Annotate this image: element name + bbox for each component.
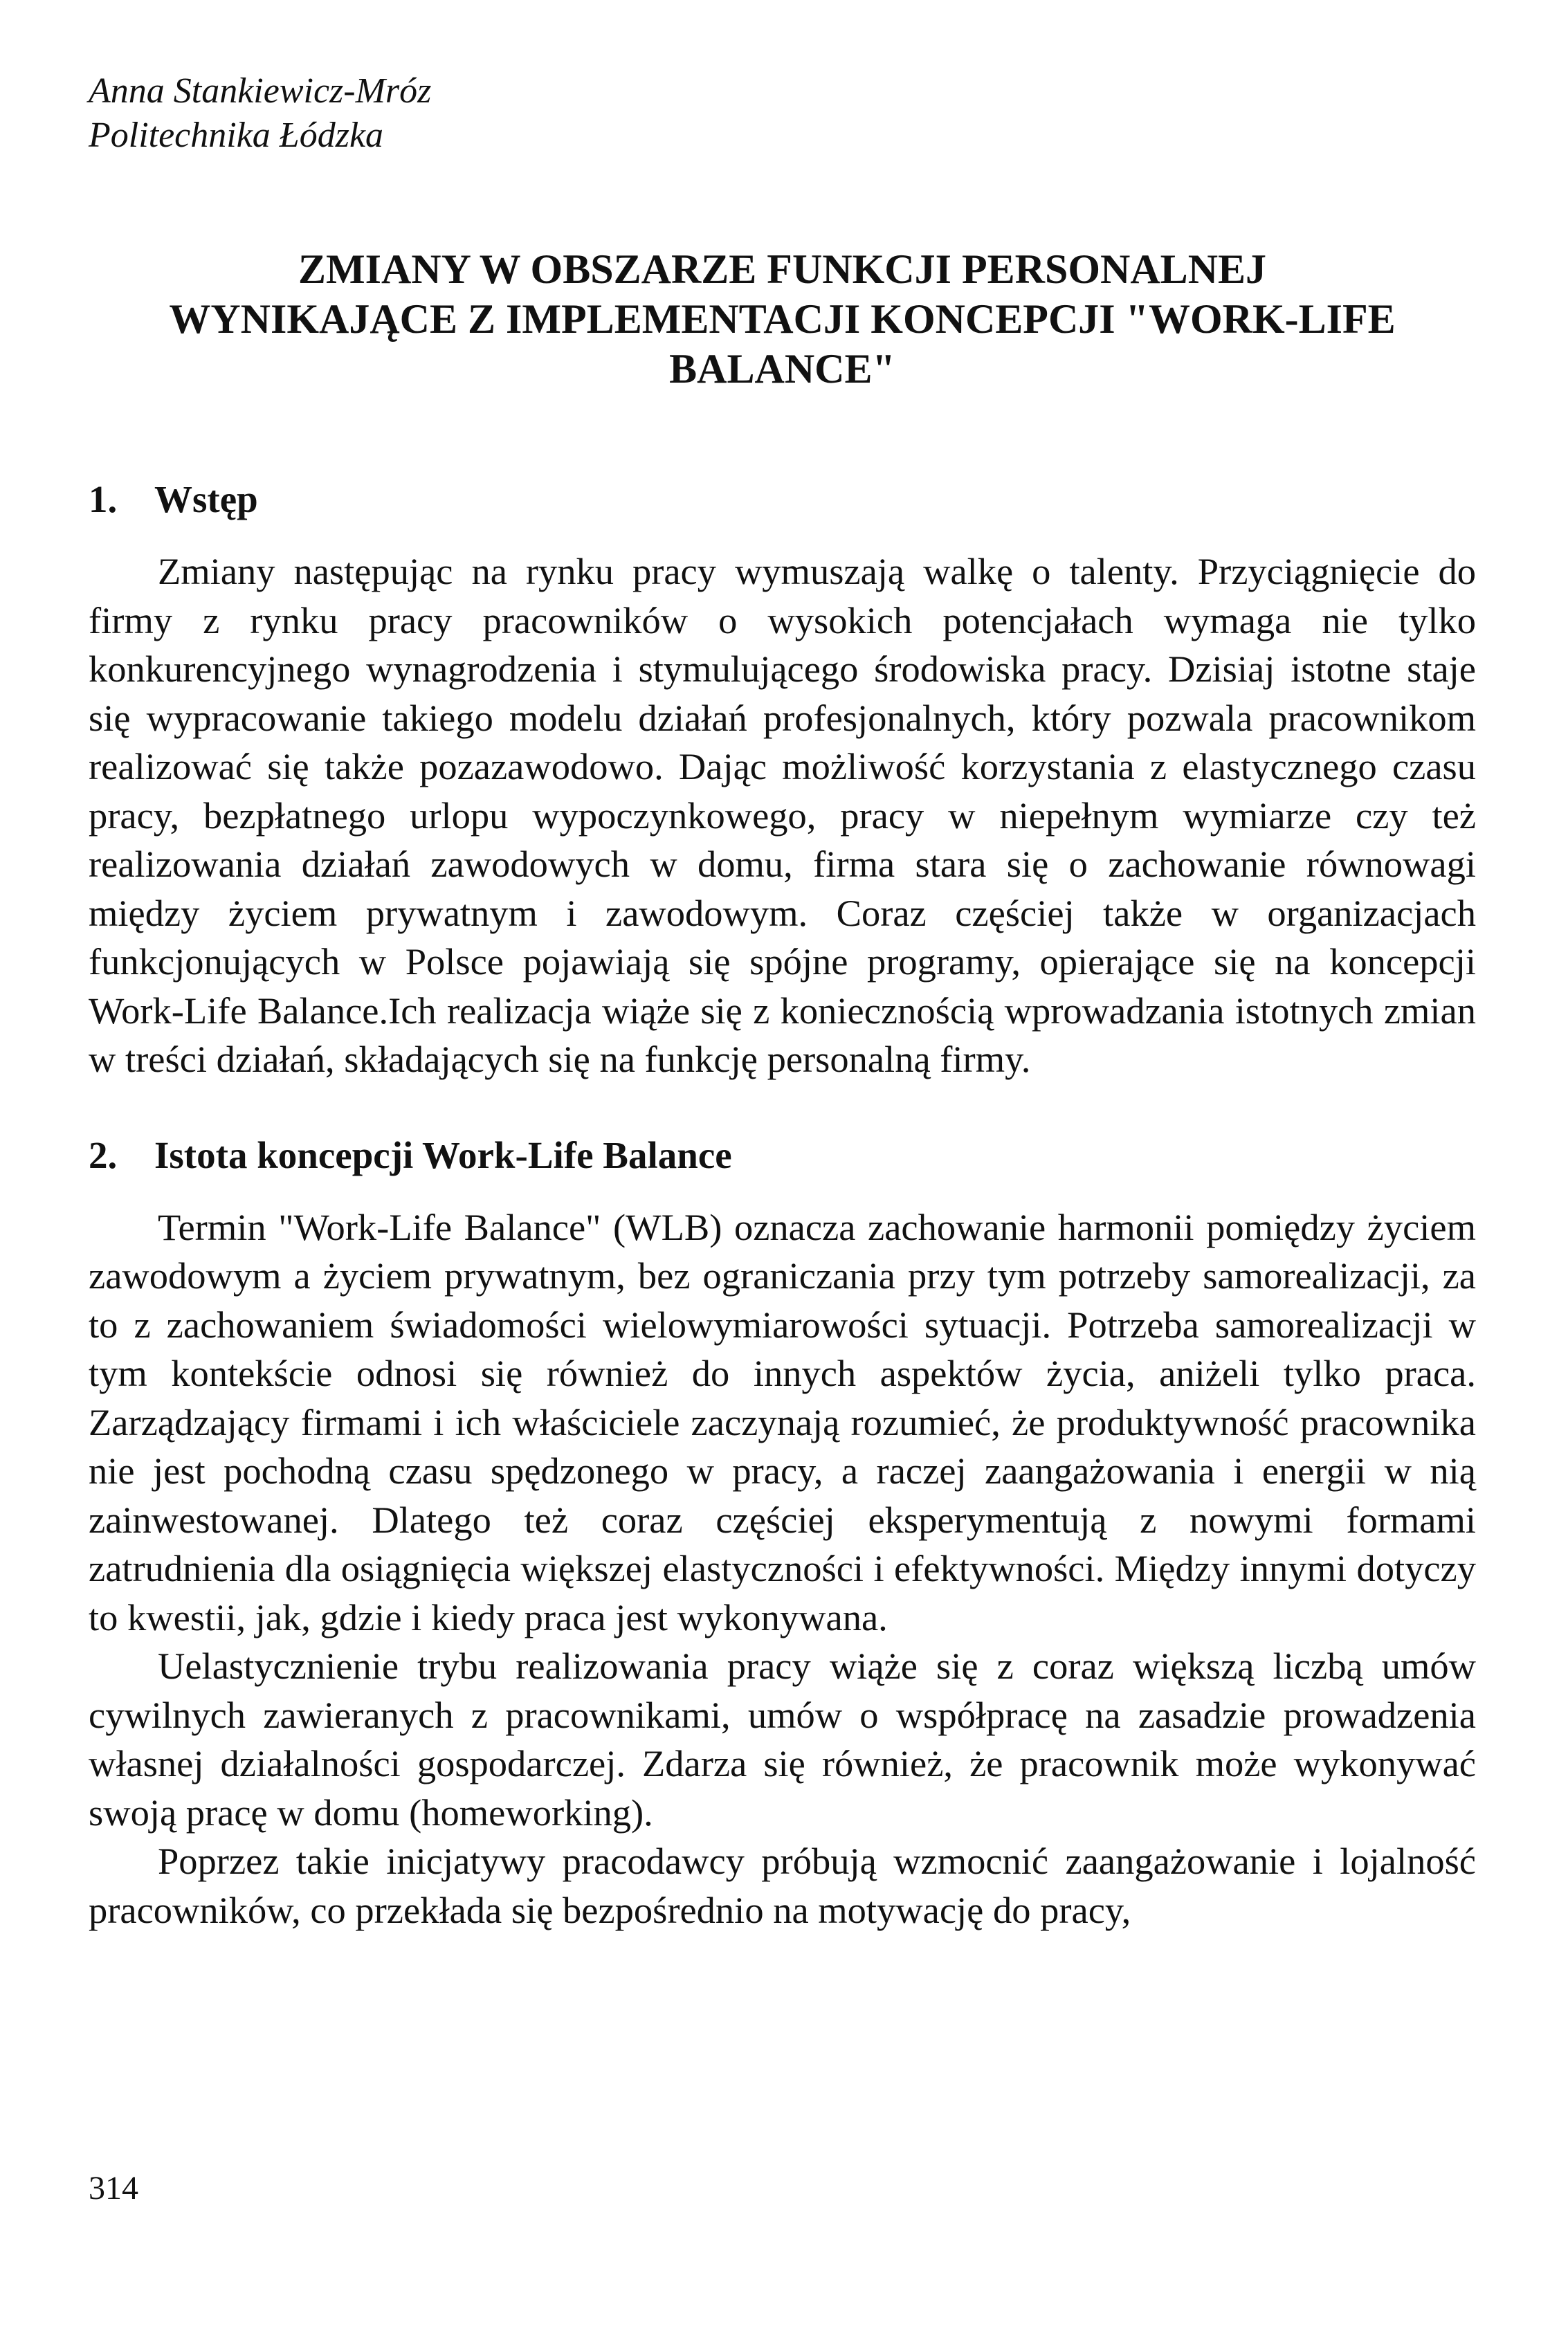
section-heading-1: [89, 475, 1476, 524]
paragraph: Uelastycznienie trybu realizowania pracy wiąże się z coraz większą liczbą umów cywilnych zawieranych z pracownikami, umów o współpracę na zasadzie prowadzenia własnej działalności gospodarczej. Zdarza się również, że pracownik może wykonywać swoją pracę w domu (homeworking).: [89, 1645, 1476, 1834]
page-number: 314: [89, 2170, 138, 2207]
section-number: 1.: [89, 478, 118, 520]
paragraph: Zmiany następując na rynku pracy wymuszają walkę o talenty. Przyciągnięcie do firmy z rynku pracy pracowników o wysokich potencjałach wymaga nie tylko konkurencyjnego wynagrodzenia i stymulującego środowiska pracy. Dzisiaj istotne staje się wypracowanie takiego modelu działań profesjonalnych, który pozwala pracownikom realizować się także pozazawodowo. Dając możliwość korzystania z elastycznego czasu pracy, bezpłatnego urlopu wypoczynkowego, pracy w niepełnym wymiarze czy też realizowania działań zawodowych w domu, firma stara się o zachowanie równowagi między życiem prywatnym i zawodowym. Coraz częściej także w organizacjach funkcjonujących w Polsce pojawiają się spójne programy, opierające się na koncepcji Work-Life Balance.Ich realizacja wiąże się z koniecznością wprowadzania istotnych zmian w treści działań, składających się na funkcję personalną firmy.: [89, 550, 1476, 1080]
section-title: Wstęp: [154, 478, 258, 520]
author-affiliation: Politechnika Łódzka: [89, 116, 384, 155]
paper-title: ZMIANY W OBSZARZE FUNKCJI PERSONALNEJ WYNIKAJĄCE Z IMPLEMENTACJI KONCEPCJI "WORK-LIFE BALANCE": [169, 246, 1396, 392]
section-title: Istota koncepcji Work-Life Balance: [154, 1133, 732, 1176]
page: [89, 69, 1476, 1935]
author-name: Anna Stankiewicz-Mróz: [89, 71, 432, 111]
paragraph: Poprzez takie inicjatywy pracodawcy próbują wzmocnić zaangażowanie i lojalność pracowników, co przekłada się bezpośrednio na motywację do pracy,: [89, 1840, 1476, 1931]
section-heading-2: [89, 1131, 1476, 1180]
paragraph: Termin "Work-Life Balance" (WLB) oznacza zachowanie harmonii pomiędzy życiem zawodowym a życiem prywatnym, bez ograniczania przy tym potrzeby samorealizacji, za to z zachowaniem świadomości wielowymiarowości sytuacji. Potrzeba samorealizacji w tym kontekście odnosi się również do innych aspektów życia, aniżeli tylko praca. Zarządzający firmami i ich właściciele zaczynają rozumieć, że produktywność pracownika nie jest pochodną czasu spędzonego w pracy, a raczej zaangażowania i energii w nią zainwestowanej. Dlatego też coraz częściej eksperymentują z nowymi formami zatrudnienia dla osiągnięcia większej elastyczności i efektywności. Między innymi dotyczy to kwestii, jak, gdzie i kiedy praca jest wykonywana.: [89, 1205, 1476, 1638]
section-number: 2.: [89, 1133, 118, 1176]
